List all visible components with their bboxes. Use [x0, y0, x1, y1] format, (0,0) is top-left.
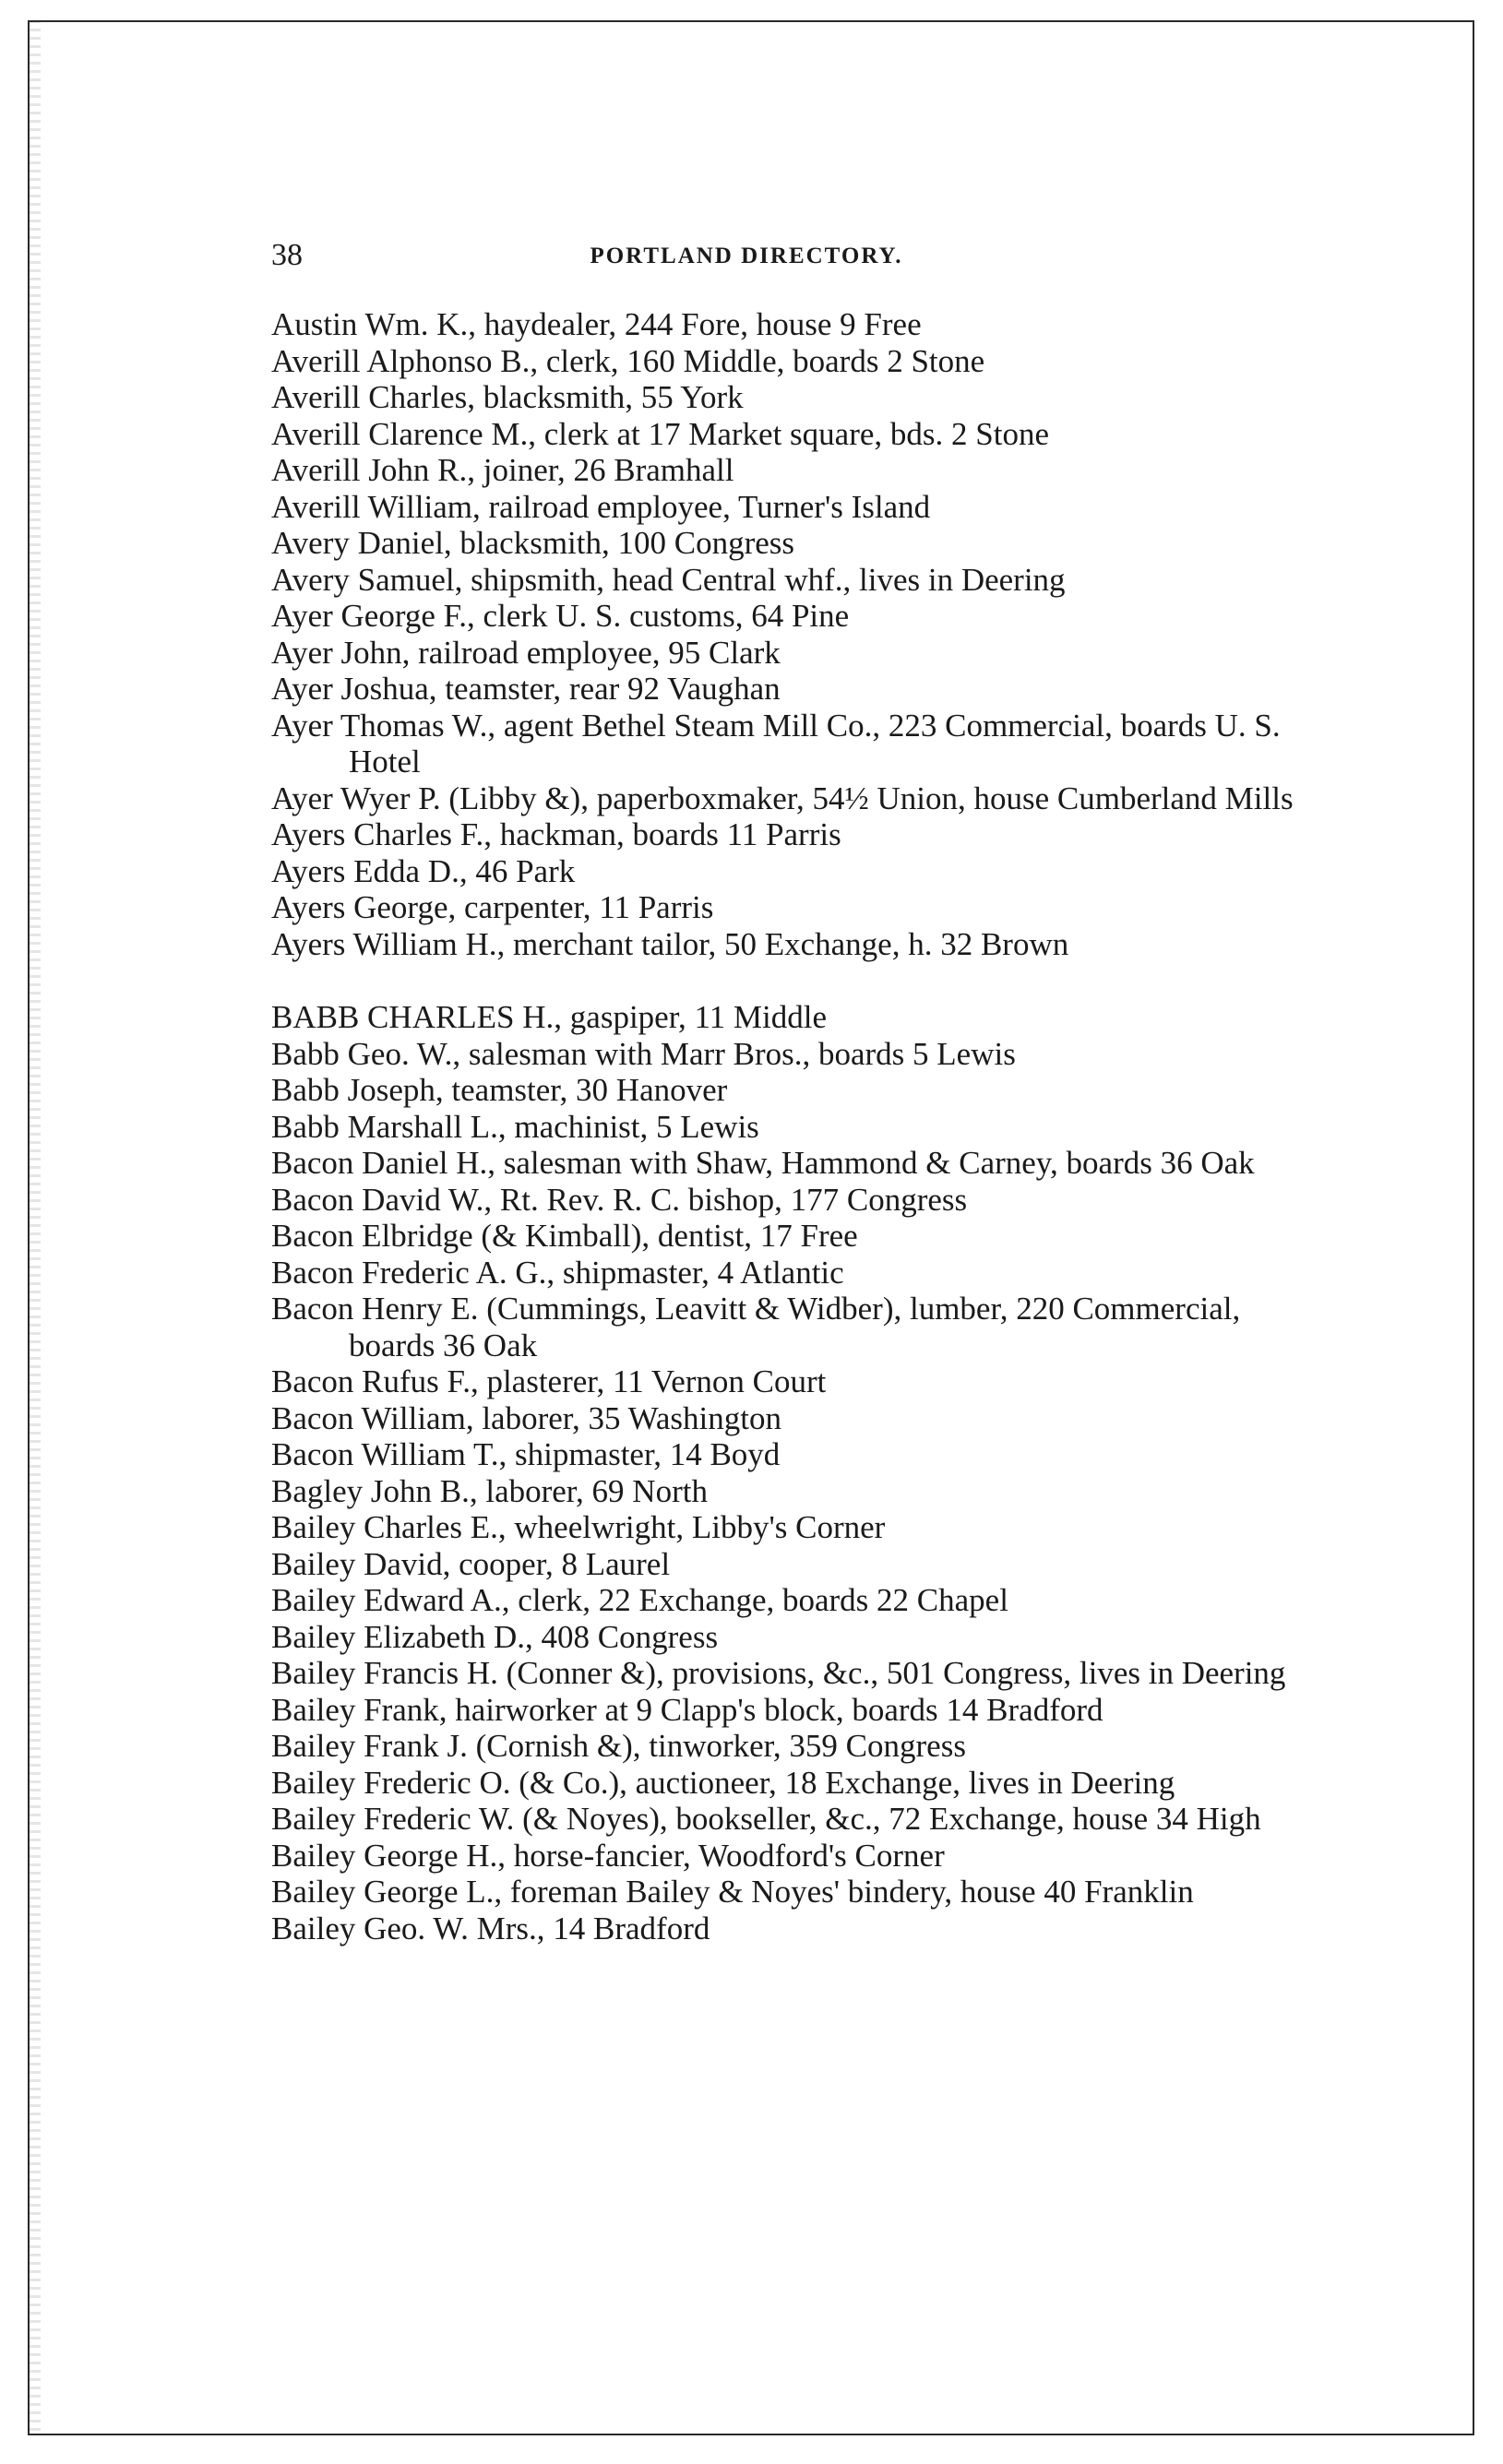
directory-entry: Averill John R., joiner, 26 Bramhall [271, 452, 734, 488]
directory-entry: Babb Geo. W., salesman with Marr Bros., boards 5 Lewis [271, 1035, 1016, 1072]
running-title: PORTLAND DIRECTORY. [590, 244, 903, 268]
section-gap [271, 962, 1297, 999]
directory-entry: Bailey Frederic W. (& Noyes), bookseller, &c., 72 Exchange, house 34 High [271, 1801, 1261, 1837]
directory-listing [271, 306, 1297, 1946]
directory-entry: Babb Joseph, teamster, 30 Hanover [271, 1072, 728, 1108]
directory-entry: Bailey George H., horse-fancier, Woodford's Corner [271, 1837, 945, 1874]
directory-entry: Avery Daniel, blacksmith, 100 Congress [271, 525, 795, 561]
directory-entry: Bailey Geo. W. Mrs., 14 Bradford [271, 1910, 710, 1946]
directory-entry: Ayer Thomas W., agent Bethel Steam Mill Co., 223 Commercial, boards U. S. Hotel [271, 707, 1281, 780]
directory-entry: Averill William, railroad employee, Turner's Island [271, 488, 931, 525]
directory-entry: Bailey Elizabeth D., 408 Congress [271, 1618, 719, 1655]
directory-entry: Bacon Henry E. (Cummings, Leavitt & Widber), lumber, 220 Commercial, boards 36 Oak [271, 1291, 1241, 1363]
directory-entry: Ayers Edda D., 46 Park [271, 852, 576, 889]
directory-entry: Ayer George F., clerk U. S. customs, 64 Pine [271, 598, 850, 634]
directory-entry: Averill Charles, blacksmith, 55 York [271, 379, 744, 415]
directory-entry: Bailey Frank, hairworker at 9 Clapp's block, boards 14 Bradford [271, 1691, 1103, 1728]
directory-entry: Averill Alphonso B., clerk, 160 Middle, boards 2 Stone [271, 342, 985, 379]
directory-entry: Ayers William H., merchant tailor, 50 Exchange, h. 32 Brown [271, 925, 1069, 962]
directory-entry: Babb Marshall L., machinist, 5 Lewis [271, 1108, 759, 1145]
directory-entry: BABB CHARLES H., gaspiper, 11 Middle [271, 999, 828, 1035]
directory-entry: Ayers George, carpenter, 11 Parris [271, 889, 714, 925]
directory-entry: Bacon Daniel H., salesman with Shaw, Hammond & Carney, boards 36 Oak [271, 1145, 1255, 1181]
entries-a-section [271, 306, 1297, 962]
directory-entry: Austin Wm. K., haydealer, 244 Fore, house 9 Free [271, 306, 922, 342]
directory-entry: Ayer Joshua, teamster, rear 92 Vaughan [271, 671, 781, 707]
directory-entry: Bailey David, cooper, 8 Laurel [271, 1545, 671, 1582]
directory-entry: Bacon William T., shipmaster, 14 Boyd [271, 1436, 781, 1472]
directory-entry: Bailey Frederic O. (& Co.), auctioneer, 18 Exchange, lives in Deering [271, 1764, 1175, 1801]
directory-entry: Bailey Frank J. (Cornish &), tinworker, 359 Congress [271, 1728, 966, 1764]
directory-entry: Avery Samuel, shipsmith, head Central whf., lives in Deering [271, 561, 1066, 598]
directory-entry: Bailey George L., foreman Bailey & Noyes' bindery, house 40 Franklin [271, 1874, 1194, 1910]
directory-entry: Ayer Wyer P. (Libby &), paperboxmaker, 54½ Union, house Cumberland Mills [271, 780, 1294, 816]
directory-entry: Bagley John B., laborer, 69 North [271, 1472, 708, 1509]
directory-entry: Bacon William, laborer, 35 Washington [271, 1399, 781, 1436]
entries-b-section [271, 999, 1297, 1946]
directory-entry: Bailey Edward A., clerk, 22 Exchange, boards 22 Chapel [271, 1582, 1008, 1618]
directory-entry: Bailey Francis H. (Conner &), provisions, &c., 501 Congress, lives in Deering [271, 1655, 1286, 1691]
directory-entry: Bailey Charles E., wheelwright, Libby's Corner [271, 1509, 886, 1545]
directory-entry: Bacon Frederic A. G., shipmaster, 4 Atlantic [271, 1254, 844, 1291]
page-number: 38 [271, 238, 303, 272]
page-header [271, 237, 1222, 274]
directory-entry: Ayer John, railroad employee, 95 Clark [271, 634, 781, 671]
directory-entry: Ayers Charles F., hackman, boards 11 Parris [271, 816, 841, 852]
directory-entry: Bacon Rufus F., plasterer, 11 Vernon Court [271, 1363, 827, 1399]
directory-entry: Bacon Elbridge (& Kimball), dentist, 17 Free [271, 1218, 858, 1254]
directory-entry: Bacon David W., Rt. Rev. R. C. bishop, 177 Congress [271, 1181, 968, 1218]
directory-entry: Averill Clarence M., clerk at 17 Market square, bds. 2 Stone [271, 415, 1049, 452]
